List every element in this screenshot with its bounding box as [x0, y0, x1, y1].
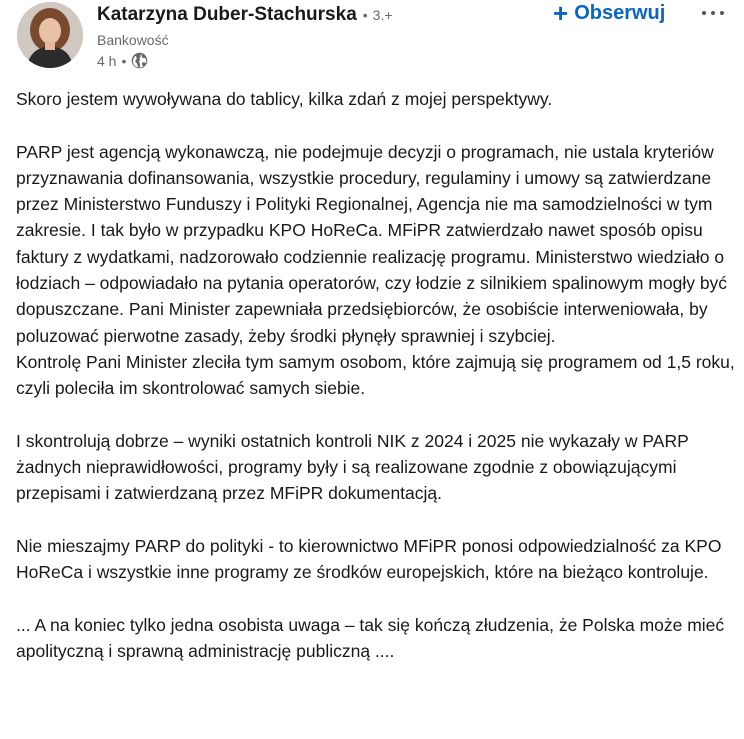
meta-separator: • — [121, 52, 127, 69]
post-paragraph: Kontrolę Pani Minister zleciła tym samym osobom, które zajmują się programem od 1,5 roku, czyli poleciła im skontrolować samych siebie. — [16, 351, 735, 399]
paragraph-gap — [16, 507, 736, 533]
author-line — [97, 4, 393, 26]
ellipsis-dot — [720, 11, 724, 15]
paragraph-gap — [16, 112, 736, 138]
paragraph-gap — [16, 402, 736, 428]
author-name[interactable]: Katarzyna Duber-Stachurska — [97, 4, 357, 25]
globe-icon — [131, 52, 148, 69]
follow-button[interactable] — [553, 0, 665, 26]
post-header — [0, 0, 744, 90]
post-paragraph: Skoro jestem wywoływana do tablicy, kilka zdań z mojej perspektywy. — [16, 89, 553, 109]
ellipsis-dot — [711, 11, 715, 15]
more-options-button[interactable] — [698, 0, 728, 26]
follow-label: Obserwuj — [574, 1, 666, 24]
post-paragraph: PARP jest agencją wykonawczą, nie podejmuje decyzji o programach, nie ustala kryteriów przyznawania dofinansowania, wszystkie procedury, regulaminy i umowy są zatwierdzane przez Ministerstwo Funduszy i Polityki Regionalnej, Agencja nie ma samodzielności w tym zakresie. I tak było w przypadku KPO HoReCa. MFiPR zatwierdzało nawet sposób opisu faktury z wydatkami, nadzorowało codziennie realizację programu. Ministerstwo wiedziało o łodziach – odpowiadało na pytania operatorów, czy łodzie z silnikiem spalinowym mogły być dopuszczane. Pani Minister zapewniała przedsiębiorców, że osobiście interweniowała, by poluzować pierwotne zasady, żeby środki płynęły sprawniej i szybciej. — [16, 141, 728, 346]
author-headline: Bankowość — [97, 32, 169, 48]
post-paragraph: I skontrolują dobrze – wyniki ostatnich kontroli NIK z 2024 i 2025 nie wykazały w PARP żadnych nieprawidłowości, programy były i są realizowane zgodnie z obowiązującymi przepisami i zatwierdzaną przez MFiPR dokumentacją. — [16, 430, 689, 504]
paragraph-gap — [16, 586, 736, 612]
avatar-photo — [17, 2, 83, 68]
separator-dot: • — [362, 7, 368, 23]
post-time: 4 h — [97, 52, 117, 69]
post-paragraph: ... A na koniec tylko jedna osobista uwaga – tak się kończą złudzenia, że Polska może mieć apolityczną i sprawną administrację publiczną .... — [16, 614, 725, 662]
avatar[interactable] — [17, 2, 83, 68]
post-paragraph: Nie mieszajmy PARP do polityki - to kierownictwo MFiPR ponosi odpowiedzialność za KPO HoReCa i wszystkie inne programy ze środków europejskich, które na bieżąco kontroluje. — [16, 536, 722, 583]
post-content — [16, 86, 736, 665]
post-meta — [97, 52, 148, 69]
plus-icon: + — [553, 0, 569, 28]
ellipsis-dot — [702, 11, 706, 15]
connection-degree: 3.+ — [372, 7, 393, 23]
